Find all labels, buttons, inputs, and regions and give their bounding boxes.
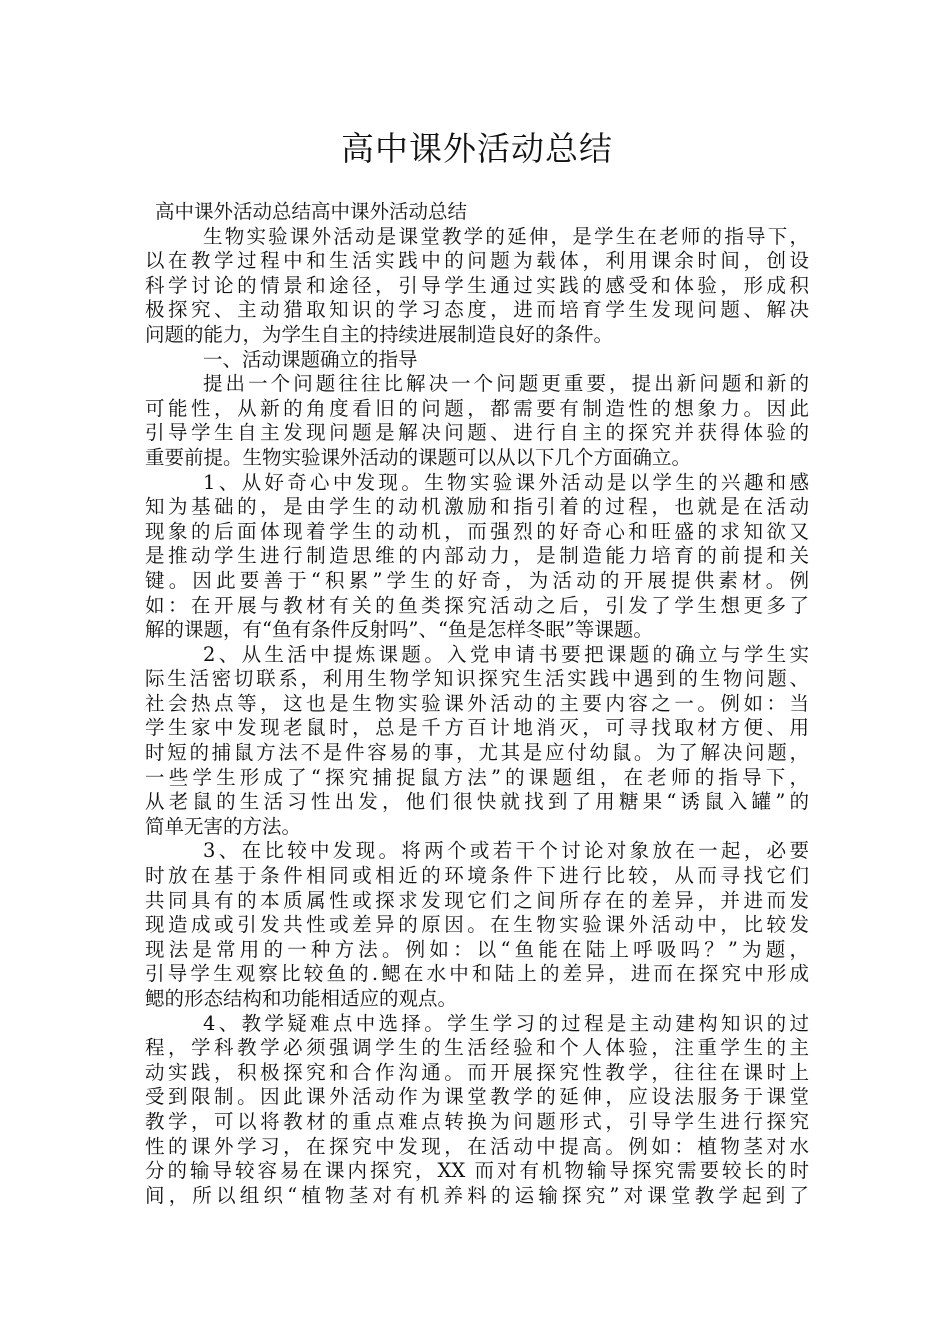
paragraph-line: 生物实验课外活动是课堂教学的延伸，是学生在老师的指导下， (203, 224, 809, 248)
paragraph-line: 现法是常用的一种方法。例如：以“鱼能在陆上呼吸吗？”为题， (145, 937, 809, 961)
paragraph-line: 重要前提。生物实验课外活动的课题可以从以下几个方面确立。 (145, 445, 692, 469)
paragraph-line: 间，所以组织“植物茎对有机养料的运输探究”对课堂教学起到了 (145, 1183, 809, 1207)
paragraph-line: 鳃的形态结构和功能相适应的观点。 (145, 987, 458, 1010)
paragraph-line: 性的课外学习，在探究中发现，在活动中提高。例如：植物茎对水 (145, 1134, 809, 1158)
paragraph-line: 程，学科教学必须强调学生的生活经验和个人体验，注重学生的主 (145, 1036, 809, 1060)
paragraph-line: 从老鼠的生活习性出发，他们很快就找到了用糖果“诱鼠入罐”的 (145, 790, 809, 814)
document-body (145, 200, 809, 1208)
heading-line: 一、活动课题确立的指导 (203, 347, 418, 371)
paragraph-line: 问题的能力，为学生自主的持续进展制造良好的条件。 (145, 322, 614, 346)
paragraph-line: 学生家中发现老鼠时，总是千方百计地消灭，可寻找取材方便、用 (145, 716, 809, 740)
paragraph-line: 时放在基于条件相同或相近的环境条件下进行比较，从而寻找它们 (145, 864, 809, 888)
paragraph-line: 以在教学过程中和生活实践中的问题为载体，利用课余时间，创设 (145, 249, 809, 273)
curiosity-paragraph (145, 471, 809, 643)
document-subtitle (145, 200, 809, 225)
paragraph-line: 科学讨论的情景和途径，引导学生通过实践的感受和体验，形成积 (145, 273, 809, 297)
comparison-paragraph (145, 839, 809, 1011)
paragraph-line: 2、从生活中提炼课题。入党申请书要把课题的确立与学生实 (203, 642, 809, 666)
paragraph-line: 极探究、主动猎取知识的学习态度，进而培育学生发现问题、解决 (145, 298, 809, 322)
paragraph-line: 4、教学疑难点中选择。学生学习的过程是主动建构知识的过 (203, 1011, 809, 1035)
paragraph-line: 时短的捕鼠方法不是件容易的事，尤其是应付幼鼠。为了解决问题， (145, 741, 809, 765)
teaching-paragraph (145, 1012, 809, 1209)
document-title: 高中课外活动总结 (341, 129, 613, 168)
paragraph-line: 教学，可以将教材的重点难点转换为问题形式，引导学生进行探究 (145, 1109, 809, 1133)
section-paragraph (145, 372, 809, 470)
paragraph-line: 分的输导较容易在课内探究，XX 而对有机物输导探究需要较长的时 (145, 1159, 809, 1183)
paragraph-line: 一些学生形成了“探究捕捉鼠方法”的课题组，在老师的指导下， (145, 765, 809, 789)
paragraph-line: 是推动学生进行制造思维的内部动力，是制造能力培育的前提和关 (145, 544, 809, 568)
paragraph-line: 引导学生自主发现问题是解决问题、进行自主的探究并获得体验的 (145, 421, 809, 445)
life-paragraph (145, 643, 809, 840)
paragraph-line: 可能性，从新的角度看旧的问题，都需要有制造性的想象力。因此 (145, 396, 809, 420)
paragraph-line: 现象的后面体现着学生的动机，而强烈的好奇心和旺盛的求知欲又 (145, 519, 809, 543)
paragraph-line: 引导学生观察比较鱼的.鳃在水中和陆上的差异，进而在探究中形成 (145, 962, 809, 986)
paragraph-line: 共同具有的本质属性或探求发现它们之间所存在的差异，并进而发 (145, 888, 809, 912)
paragraph-line: 受到限制。因此课外活动作为课堂教学的延伸，应设法服务于课堂 (145, 1085, 809, 1109)
paragraph-line: 如：在开展与教材有关的鱼类探究活动之后，引发了学生想更多了 (145, 593, 809, 617)
paragraph-line: 动实践，积极探究和合作沟通。而开展探究性教学，往往在课时上 (145, 1060, 809, 1084)
paragraph-line: 3、在比较中发现。将两个或若干个讨论对象放在一起，必要 (203, 839, 809, 863)
paragraph-line: 解的课题，有“鱼有条件反射吗”、“鱼是怎样冬眠”等课题。 (145, 618, 653, 642)
paragraph-line: 际生活密切联系，利用生物学知识探究生活实践中遇到的生物问题、 (145, 667, 809, 691)
paragraph-line: 键。因此要善于“积累”学生的好奇，为活动的开展提供素材。例 (145, 568, 809, 592)
paragraph-line: 1、从好奇心中发现。生物实验课外活动是以学生的兴趣和感 (203, 470, 809, 494)
paragraph-line: 知为基础的，是由学生的动机激励和指引着的过程，也就是在活动 (145, 495, 809, 519)
paragraph-line: 提出一个问题往往比解决一个问题更重要，提出新问题和新的 (203, 372, 809, 396)
subtitle-line: 高中课外活动总结高中课外活动总结 (155, 200, 468, 223)
paragraph-line: 社会热点等，这也是生物实验课外活动的主要内容之一。例如：当 (145, 691, 809, 715)
paragraph-line: 简单无害的方法。 (145, 814, 302, 838)
section-heading (145, 348, 809, 373)
paragraph-line: 现造成或引发共性或差异的原因。在生物实验课外活动中，比较发 (145, 913, 809, 937)
intro-paragraph (145, 225, 809, 348)
